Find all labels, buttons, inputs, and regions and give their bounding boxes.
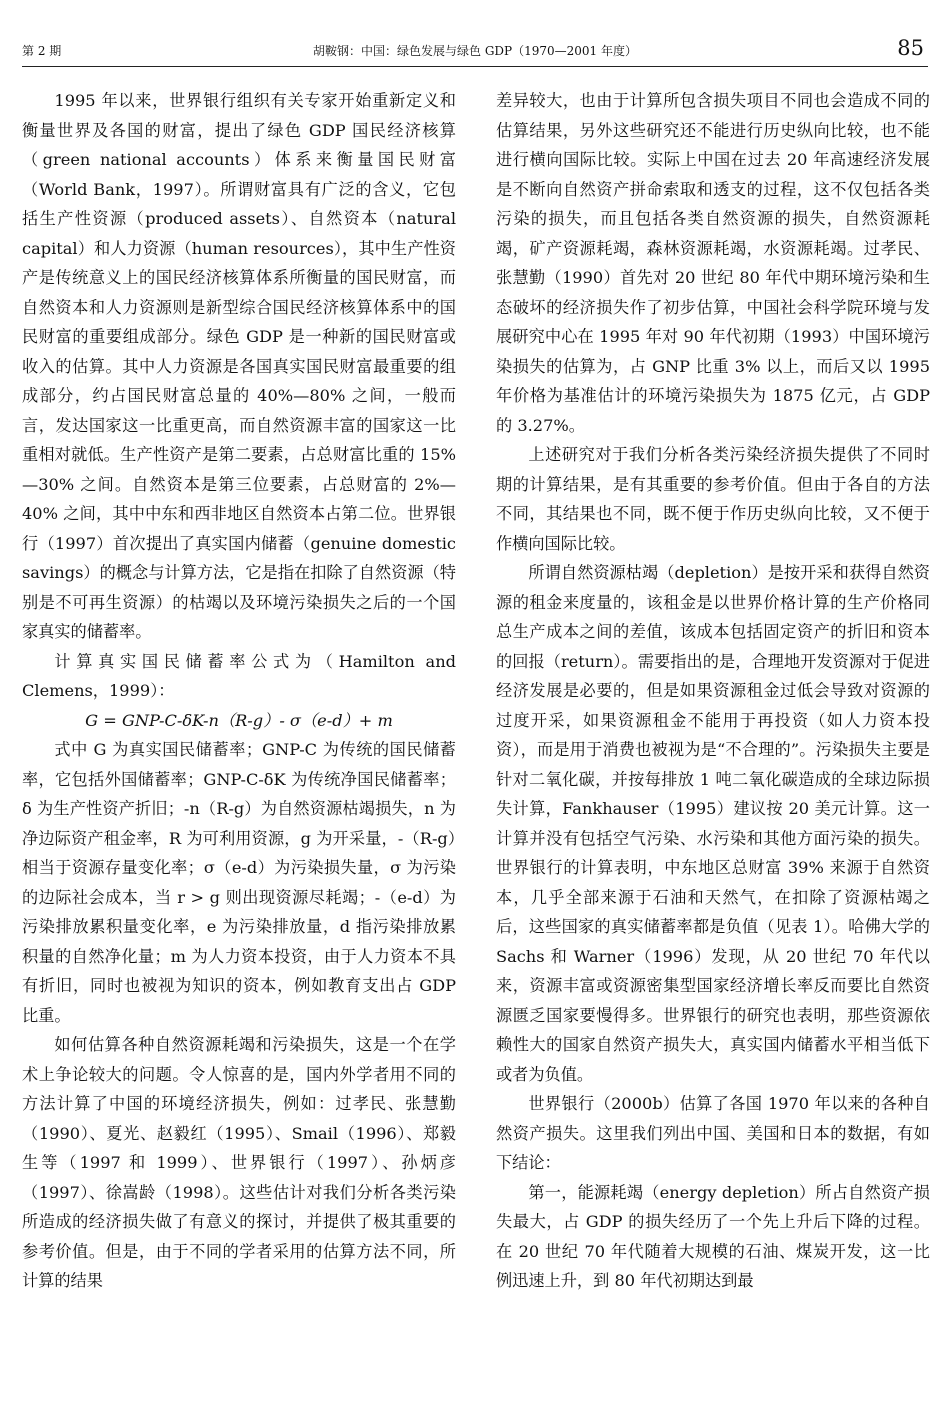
paragraph: 世界银行（2000b）估算了各国 1970 年以来的各种自然资产损失。这里我们列出中国、美国和日本的数据，有如下结论： (496, 1094, 930, 1172)
page-number: 85 (897, 36, 924, 60)
paragraph: 如何估算各种自然资源耗竭和污染损失，这是一个在学术上争论较大的问题。令人惊喜的是，国内外学者用不同的方法计算了中国的环境经济损失，例如：过孝民、张慧勤（1990）、夏光、赵毅红（1995）、Smail（1996）、郑毅生等（1997 和 1999）、世界银行（1997）、孙炳彦（1997）、徐嵩龄（1998）。这些估计对我们分析各类污染所造成的经济损失做了有意义的探讨，并提供了极其重要的参考价值。但是，由于不同的学者采用的估算方法不同，所计算的结果 (22, 1035, 456, 1290)
running-header (22, 36, 928, 67)
paragraph: 第一，能源耗竭（energy depletion）所占自然资产损失最大，占 GDP 的损失经历了一个先上升后下降的过程。在 20 世纪 70 年代随着大规模的石油、煤炭开发，这一比例迅速上升，到 80 年代初期达到最 (496, 1182, 930, 1290)
paragraph-continued: 差异较大，也由于计算所包含损失项目不同也会造成不同的估算结果，另外这些研究还不能进行历史纵向比较，也不能进行横向国际比较。实际上中国在过去 20 年高速经济发展是不断向自然资产拼命索取和透支的过程，这不仅包括各类污染的损失，而且包括各类自然资源的损失，自然资源耗竭，矿产资源耗竭，森林资源耗竭，水资源耗竭。过孝民、张慧勤（1990）首先对 20 世纪 80 年代中期环境污染和生态破坏的经济损失作了初步估算，中国社会科学院环境与发展研究中心在 1995 年对 90 年代初期（1993）中国环境污染损失的估算为，占 GNP 比重 3% 以上，而后又以 1995 年价格为基准估计的环境污染损失为 1875 亿元，占 GDP 的 3.27%。 (496, 91, 930, 435)
issue-label: 第 2 期 (22, 44, 62, 58)
paragraph: 所谓自然资源枯竭（depletion）是按开采和获得自然资源的租金来度量的，该租金是以世界价格计算的生产价格同总生产成本之间的差值，该成本包括固定资产的折旧和资本的回报（return）。需要指出的是，合理地开发资源对于促进经济发展是必要的，但是如果资源租金过低会导致对资源的过度开采，如果资源租金不能用于再投资（如人力资本投资），而是用于消费也被视为是“不合理的”。污染损失主要是针对二氧化碳，并按每排放 1 吨二氧化碳造成的全球边际损失计算，Fankhauser（1995）建议按 20 美元计算。这一计算并没有包括空气污染、水污染和其他方面污染的损失。世界银行的计算表明，中东地区总财富 39% 来源于自然资本，几乎全部来源于石油和天然气，在扣除了资源枯竭之后，这些国家的真实储蓄率都是负值（见表 1）。哈佛大学的 Sachs 和 Warner（1996）发现，从 20 世纪 70 年代以来，资源丰富或资源密集型国家经济增长率反而要比自然资源匮乏国家要慢得多。世界银行的研究也表明，那些资源依赖性大的国家自然资产损失大，真实国内储蓄水平相当低下或者为负值。 (496, 563, 930, 1084)
left-column (22, 86, 456, 1296)
running-title: 胡鞍钢：中国：绿色发展与绿色 GDP（1970—2001 年度） (313, 44, 637, 58)
paragraph: 式中 G 为真实国民储蓄率；GNP-C 为传统的国民储蓄率，它包括外国储蓄率；GNP-C-δK 为传统净国民储蓄率；δ 为生产性资产折旧；-n（R-g）为自然资源枯竭损失，n 为净边际资产租金率，R 为可利用资源，g 为开采量，-（R-g）相当于资源存量变化率；σ（e-d）为污染损失量，σ 为污染的边际社会成本，当 r > g 则出现资源尽耗竭；-（e-d）为污染排放累积量变化率，e 为污染排放量，d 指污染排放累积量的自然净化量；m 为人力资本投资，由于人力资本不具有折旧，同时也被视为知识的资本，例如教育支出占 GDP 比重。 (22, 740, 456, 1025)
equation: G = GNP-C-δK-n（R-g）- σ（e-d）+ m (85, 710, 393, 730)
paragraph: 1995 年以来，世界银行组织有关专家开始重新定义和衡量世界及各国的财富，提出了绿色 GDP 国民经济核算（green national accounts）体系来衡量国民财富（World Bank，1997）。所谓财富具有广泛的含义，它包括生产性资源（produced assets）、自然资本（natural capital）和人力资源（human resources），其中生产性资产是传统意义上的国民经济核算体系所衡量的国民财富，而自然资本和人力资源则是新型综合国民经济核算体系中的国民财富的重要组成部分。绿色 GDP 是一种新的国民财富或收入的估算。其中人力资源是各国真实国民财富最重要的组成部分，约占国民财富总量的 40%—80% 之间，一般而言，发达国家这一比重更高，而自然资源丰富的国家这一比重相对就低。生产性资产是第二要素，占总财富比重的 15%—30% 之间。自然资本是第三位要素，占总财富的 2%—40% 之间，其中中东和西非地区自然资本占第二位。世界银行（1997）首次提出了真实国内储蓄（genuine domestic savings）的概念与计算方法，它是指在扣除了自然资源（特别是不可再生资源）的枯竭以及环境污染损失之后的一个国家真实的储蓄率。 (22, 91, 456, 641)
right-column (496, 86, 930, 1296)
paragraph: 计算真实国民储蓄率公式为（Hamilton and Clemens，1999）： (22, 651, 456, 700)
paragraph: 上述研究对于我们分析各类污染经济损失提供了不同时期的计算结果，是有其重要的参考价值。但由于各自的方法不同，其结果也不同，既不便于作历史纵向比较，又不便于作横向国际比较。 (496, 445, 930, 553)
